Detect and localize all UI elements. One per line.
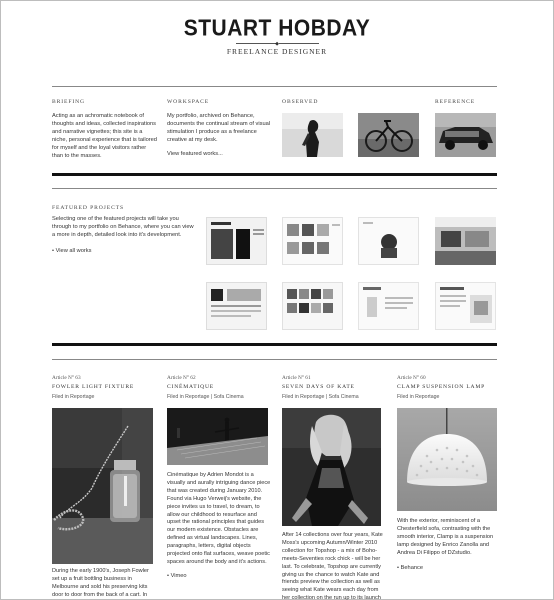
featured-project-4[interactable] [435,217,496,265]
featured-project-8[interactable] [435,282,496,330]
article-image-clamp-lamp[interactable] [397,408,497,511]
vimeo-link[interactable]: • Vimeo [167,573,187,579]
article-excerpt: Cinématique by Adrien Mondot is a visually and aurally intriguing dance piece that was created during January 2010. Found via Hugo Verweij's website, the piece invites us to travel, to dream, to allow our childhood to resurface and upset the rational principles that guides our modern existence. Obstacles are defined as virtual landscapes. Lines, paragraphs, letters, digital objects projected onto flat surfaces, weave poetic spaces around the body and it's actions. [167,472,271,565]
article-number: Article N° 63 [52,375,81,381]
view-all-works-link[interactable]: • View all works [52,248,92,254]
reference-heading: REFERENCE [435,99,476,105]
divider [52,188,497,189]
workspace-heading: WORKSPACE [167,99,210,105]
article-category[interactable]: Filed in Reportage | Sofa Cinema [282,394,359,400]
featured-project-2[interactable] [282,217,343,265]
section-divider-thick [52,343,497,346]
article-image-fowler-light[interactable] [52,408,153,564]
article-category[interactable]: Filed in Reportage [52,394,95,400]
divider [52,86,497,87]
briefing-text: Acting as an achromatic notebook of thoughts and ideas, collected inspirations and narrative vignettes; this site is a niche, personal experience that is tailored for myself and the loyal visitors rather than to the masses. [52,113,157,159]
observed-photo-1[interactable] [282,113,343,157]
featured-project-1[interactable] [206,217,267,265]
view-featured-works-link[interactable]: View featured works... [167,151,223,157]
briefing-heading: BRIEFING [52,99,85,105]
featured-projects-heading: FEATURED PROJECTS [52,205,125,211]
article-image-cinematique[interactable] [167,408,268,465]
site-subtitle: FREELANCE DESIGNER [226,47,328,56]
article-image-kate[interactable] [282,408,381,526]
article-title[interactable]: CINÉMATIQUE [167,384,215,390]
featured-project-7[interactable] [358,282,419,330]
article-number: Article N° 62 [167,375,196,381]
header-ornament-dot: ◆ [275,41,279,47]
article-excerpt: After 14 collections over four years, Kate Moss's upcoming Autumn/Winter 2010 collection for Topshop - a mix of Boho-meets-Seventies rock chick - will be her last. To celebrate, Topshop are currently giving us the chance to watch Kate and friends preview the collection as well as seeing what Kate wears each day from her collection on the run up to its launch [282,532,383,600]
article-excerpt: During the early 1900's, Joseph Fowler set up a fruit bottling business in Melbourne and sold his preserving kits door to door from the back of a cart. In [52,568,149,598]
header-ornament-right [279,43,319,44]
workspace-text: My portfolio, archived on Behance, documents the continual stream of visual stimulation I produce as a freelance creative at my desk. [167,113,271,143]
article-category[interactable]: Filed in Reportage | Sofa Cinema [167,394,244,400]
featured-projects-text: Selecting one of the featured projects will take you through to my portfolio on Behance, where you can view a more in depth, detailed look into it's development. [52,216,194,238]
behance-link[interactable]: • Behance [397,565,424,571]
article-category[interactable]: Filed in Reportage [397,394,440,400]
article-excerpt: With the exterior, reminiscent of a Chesterfield sofa, contrasting with the smooth interior, Clamp is a suspension lamp designed by Enrico Zanolla and Andrea Di Filippo of DZstudio. [397,518,494,556]
reference-photo[interactable] [435,113,496,157]
observed-heading: OBSERVED [282,99,319,105]
site-title[interactable]: STUART HOBDAY [183,15,371,42]
article-title[interactable]: FOWLER LIGHT FIXTURE [52,384,135,390]
divider [52,359,497,360]
section-divider-thick [52,173,497,176]
featured-project-5[interactable] [206,282,267,330]
article-number: Article N° 60 [397,375,426,381]
article-title[interactable]: SEVEN DAYS OF KATE [282,384,355,390]
observed-photo-2[interactable] [358,113,419,157]
article-number: Article N° 61 [282,375,311,381]
featured-project-3[interactable] [358,217,419,265]
article-title[interactable]: CLAMP SUSPENSION LAMP [397,384,486,390]
featured-project-6[interactable] [282,282,343,330]
